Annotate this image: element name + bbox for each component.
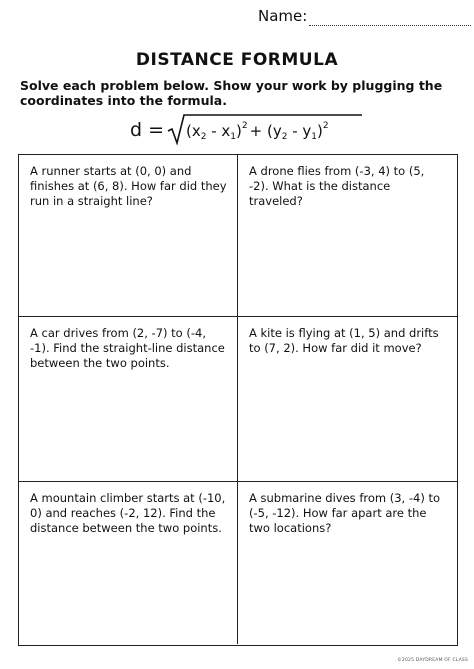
- formula-y1-sub: 1: [311, 132, 317, 142]
- formula-x-minus: - x: [206, 122, 231, 140]
- problem-text: A car drives from (2, -7) to (-4, -1). Find the straight-line distance between the two points.: [30, 326, 225, 370]
- problem-box[interactable]: [19, 482, 238, 644]
- instructions-text: Solve each problem below. Show your work by plugging the coordinates into the formula.: [20, 78, 443, 108]
- problem-box[interactable]: [238, 155, 457, 317]
- page-title: DISTANCE FORMULA: [135, 50, 339, 70]
- name-blank-line[interactable]: [309, 11, 471, 26]
- problem-text: A mountain climber starts at (-10, 0) and reaches (-2, 12). Find the distance between the two points.: [30, 491, 226, 535]
- copyright-notice: ©2025 DAYDREAM OF CLASS: [397, 658, 468, 663]
- distance-formula: [130, 112, 370, 148]
- formula-y-minus: - y: [287, 122, 312, 140]
- formula-square-2: 2: [322, 121, 329, 131]
- problem-text: A submarine dives from (3, -4) to (-5, -12). How far apart are the two locations?: [249, 491, 441, 535]
- formula-x-close: ): [236, 122, 242, 140]
- problem-box[interactable]: [19, 155, 238, 317]
- formula-square-1: 2: [241, 121, 248, 131]
- formula-y2-sub: 2: [281, 132, 288, 142]
- problem-box[interactable]: [19, 317, 238, 482]
- name-field: [258, 6, 471, 26]
- formula-y-close: ): [317, 122, 323, 140]
- problem-text: A kite is flying at (1, 5) and drifts to (7, 2). How far did it move?: [249, 326, 439, 355]
- formula-plus-y-open: + (y: [249, 122, 282, 140]
- formula-x1-sub: 1: [230, 132, 237, 142]
- problem-box[interactable]: [238, 482, 457, 644]
- formula-body: [186, 121, 329, 142]
- formula-x-open: (x: [186, 122, 201, 140]
- formula-x2-sub: 2: [200, 132, 207, 142]
- problem-grid: [18, 154, 458, 646]
- problem-text: A runner starts at (0, 0) and finishes at (6, 8). How far did they run in a straight line?: [30, 164, 227, 208]
- name-label: Name:: [258, 7, 308, 25]
- problem-box[interactable]: [238, 317, 457, 482]
- formula-lhs: d =: [130, 119, 165, 141]
- problem-text: A drone flies from (-3, 4) to (5, -2). What is the distance traveled?: [249, 164, 425, 208]
